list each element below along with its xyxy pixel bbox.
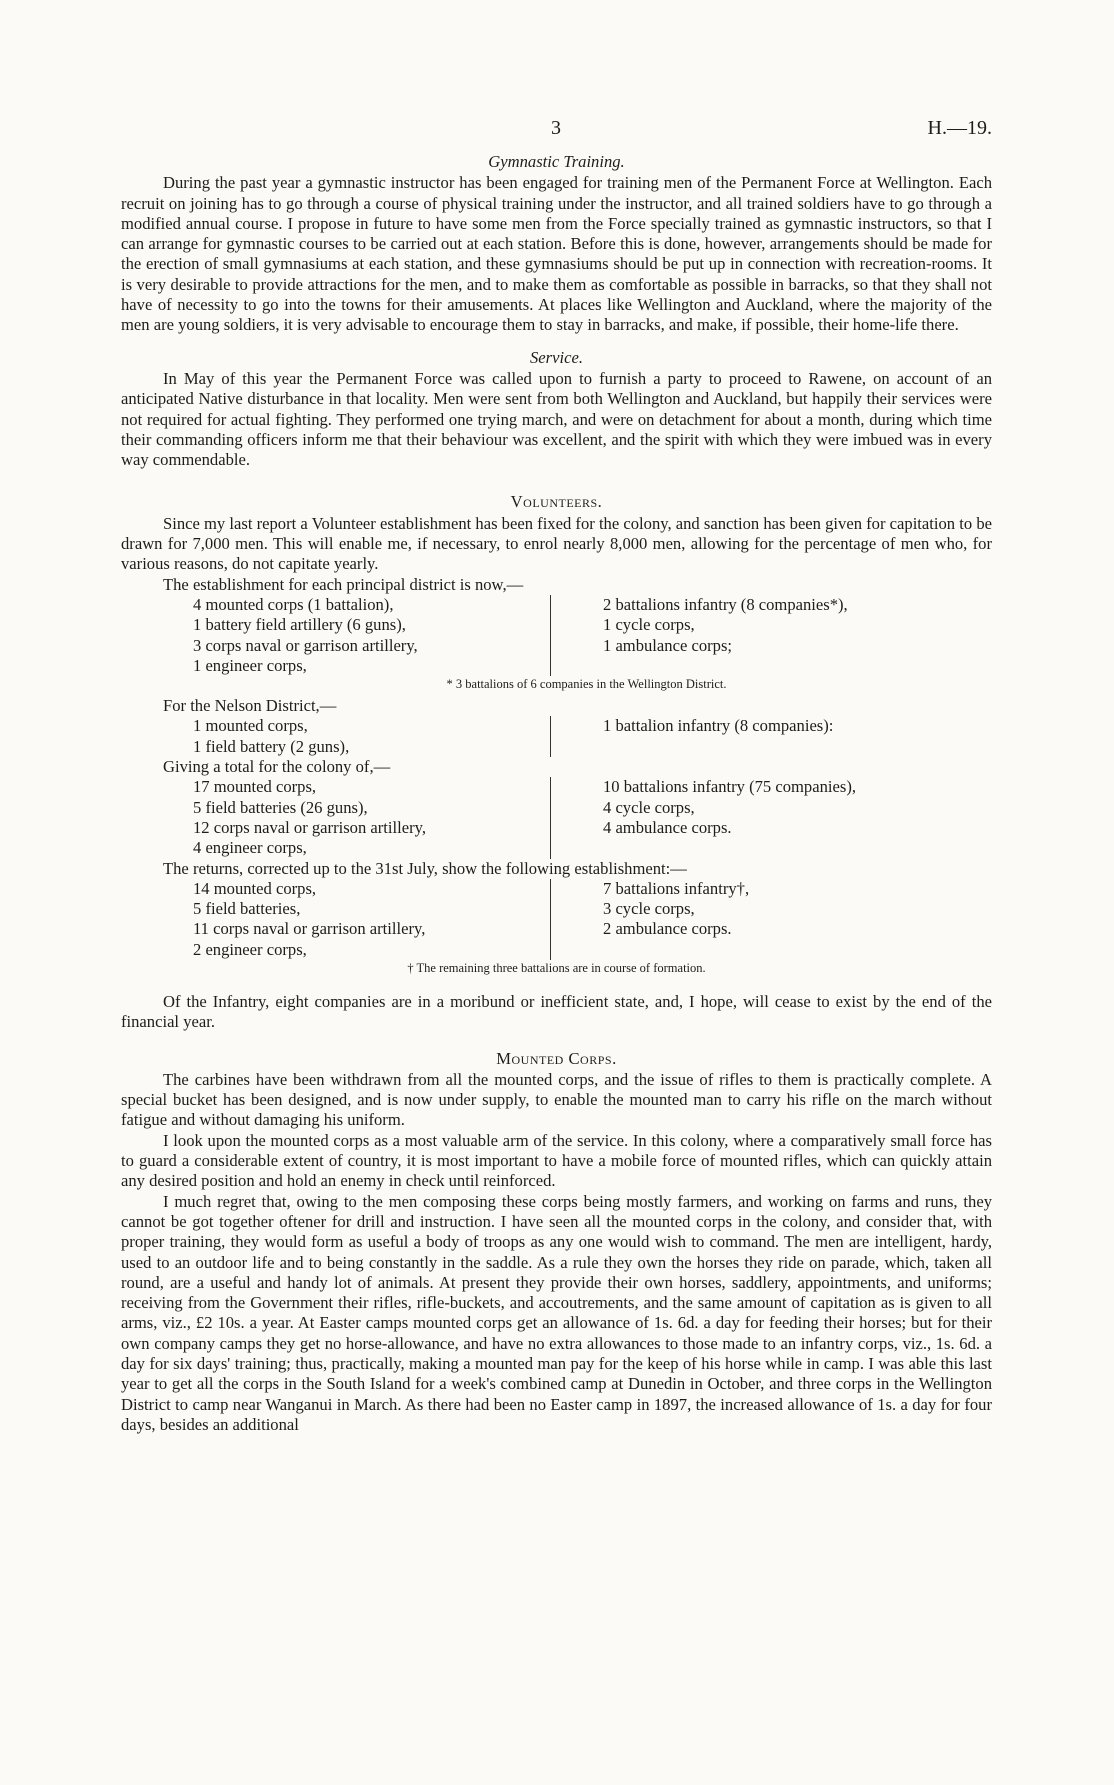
returns-table bbox=[121, 879, 992, 960]
section-heading-mounted-corps: Mounted Corps. bbox=[496, 1048, 617, 1068]
list-item: 10 battalions infantry (75 companies), bbox=[603, 777, 856, 797]
nelson-right-column bbox=[551, 716, 992, 757]
establishment-left-column bbox=[121, 595, 551, 676]
list-item: 4 cycle corps, bbox=[603, 797, 695, 817]
list-item: 1 field battery (2 guns), bbox=[193, 736, 350, 756]
list-item: 3 corps naval or garrison artillery, bbox=[193, 635, 418, 655]
page-header bbox=[121, 118, 992, 152]
paragraph-mounted-3: I much regret that, owing to the men composing these corps being mostly farmers, and working on farms and runs, they cannot be got together oftener for drill and instruction. I have seen all the mounted corps in the colony, and consider that, with proper training, they would form as useful a body of troops as any one would wish to command. The men are intelligent, hardy, used to an outdoor life and to being constantly in the saddle. As a rule they own the horses they ride on parade, which, taken all round, are a useful and handy lot of animals. At present they provide their own horses, saddlery, appointments, and uniforms; receiving from the Government their rifles, rifle-buckets, and accoutrements, and the same amount of capitation as is given to all arms, viz., £2 10s. a year. At Easter camps mounted corps get an allowance of 1s. 6d. a day for feeding their horses; but for their own company camps they get no horse-allowance, and have no extra allowances to those made to an infantry corps, viz., 1s. 6d. a day for six days' training; thus, practically, making a mounted man pay for the keep of his horse while in camp. I was able this last year to get all the corps in the South Island for a week's combined camp at Dunedin in October, and three corps in the Wellington District to camp near Wanganui in March. As there had been no Easter camp in 1897, the increased allowance of 1s. a day for four days, besides an additional bbox=[121, 1191, 992, 1434]
list-item: 4 ambulance corps. bbox=[603, 817, 732, 837]
list-item: 2 engineer corps, bbox=[193, 939, 307, 959]
paragraph-mounted-2: I look upon the mounted corps as a most valuable arm of the service. In this colony, where a comparatively small force has to guard a considerable extent of country, it is most important to have a mobile force of mounted rifles, which can quickly attain any desired position and hold an enemy in check until reinforced. bbox=[121, 1130, 992, 1191]
list-item: 7 battalions infantry†, bbox=[603, 878, 750, 898]
total-left-column bbox=[121, 777, 551, 858]
list-item: 4 engineer corps, bbox=[193, 838, 307, 858]
returns-right-column bbox=[551, 879, 992, 960]
footnote-wellington: * 3 battalions of 6 companies in the Wellington District. bbox=[446, 677, 727, 692]
page-number: 3 bbox=[551, 117, 561, 139]
returns-left-column bbox=[121, 879, 551, 960]
list-item: 1 battalion infantry (8 companies): bbox=[603, 716, 834, 736]
nelson-table bbox=[121, 716, 992, 757]
returns-intro: The returns, corrected up to the 31st July, show the following establishment:— bbox=[163, 858, 687, 878]
nelson-left-column bbox=[121, 716, 551, 757]
section-heading-volunteers: Volunteers. bbox=[510, 492, 603, 512]
list-item: 5 field batteries (26 guns), bbox=[193, 797, 368, 817]
total-right-column bbox=[551, 777, 992, 858]
document-page bbox=[121, 118, 992, 1435]
nelson-intro: For the Nelson District,— bbox=[163, 696, 337, 716]
list-item: 4 mounted corps (1 battalion), bbox=[193, 594, 394, 614]
list-item: 1 cycle corps, bbox=[603, 615, 695, 635]
list-item: 1 ambulance corps; bbox=[603, 635, 733, 655]
establishment-table bbox=[121, 595, 992, 676]
list-item: 1 mounted corps, bbox=[193, 716, 308, 736]
footnote-battalions: † The remaining three battalions are in course of formation. bbox=[407, 960, 706, 975]
section-heading-gymnastic: Gymnastic Training. bbox=[488, 152, 625, 171]
list-item: 5 field batteries, bbox=[193, 899, 301, 919]
establishment-right-column bbox=[551, 595, 992, 676]
list-item: 2 ambulance corps. bbox=[603, 919, 732, 939]
list-item: 1 engineer corps, bbox=[193, 655, 307, 675]
paragraph-gymnastic: During the past year a gymnastic instructor has been engaged for training men of the Permanent Force at Wellington. Each recruit on joining has to go through a course of physical training under the instructor, and all trained soldiers have to go through a modified annual course. I propose in future to have some men from the Force specially trained as gymnastic instructors, so that I can arrange for gymnastic courses to be carried out at each station. Before this is done, however, arrangements should be made for the erection of small gymnasiums at each station, and these gymnasiums should be put up in connection with recreation-rooms. It is very desirable to provide attractions for the men, and to make them as comfortable as possible in barracks, so that they shall not have of necessity to go into the towns for their amusements. At places like Wellington and Auckland, where the majority of the men are young soldiers, it is very advisable to encourage them to stay in barracks, and make, if possible, their home-life there. bbox=[121, 173, 992, 335]
paragraph-service: In May of this year the Permanent Force was called upon to furnish a party to proceed to Rawene, on account of an anticipated Native disturbance in that locality. Men were sent from both Wellington and Auckland, but happily their services were not required for actual fighting. They performed one trying march, and were on detachment for about a month, during which time their commanding officers inform me that their behaviour was excellent, and the spirit with which they were imbued was in every way commendable. bbox=[121, 368, 992, 470]
list-item: 17 mounted corps, bbox=[193, 777, 317, 797]
list-item: 12 corps naval or garrison artillery, bbox=[193, 817, 427, 837]
list-item: 3 cycle corps, bbox=[603, 899, 695, 919]
section-heading-service: Service. bbox=[530, 347, 583, 367]
total-intro: Giving a total for the colony of,— bbox=[163, 757, 391, 777]
total-table bbox=[121, 777, 992, 858]
list-item: 11 corps naval or garrison artillery, bbox=[193, 919, 426, 939]
list-item: 2 battalions infantry (8 companies*), bbox=[603, 594, 848, 614]
document-id: H.—19. bbox=[927, 117, 992, 139]
paragraph-volunteers: Since my last report a Volunteer establishment has been fixed for the colony, and sanction has been given for capitation to be drawn for 7,000 men. This will enable me, if necessary, to enrol nearly 8,000 men, allowing for the percentage of men who, for various reasons, do not capitate yearly. bbox=[121, 513, 992, 574]
list-item: 1 battery field artillery (6 guns), bbox=[193, 615, 406, 635]
establishment-intro: The establishment for each principal district is now,— bbox=[163, 574, 524, 594]
paragraph-mounted-1: The carbines have been withdrawn from all the mounted corps, and the issue of rifles to them is practically complete. A special bucket has been designed, and is now under supply, to enable the mounted man to carry his rifle on the march without fatigue and without damaging his uniform. bbox=[121, 1069, 992, 1130]
paragraph-infantry: Of the Infantry, eight companies are in a moribund or inefficient state, and, I hope, will cease to exist by the end of the financial year. bbox=[121, 991, 992, 1032]
list-item: 14 mounted corps, bbox=[193, 878, 317, 898]
